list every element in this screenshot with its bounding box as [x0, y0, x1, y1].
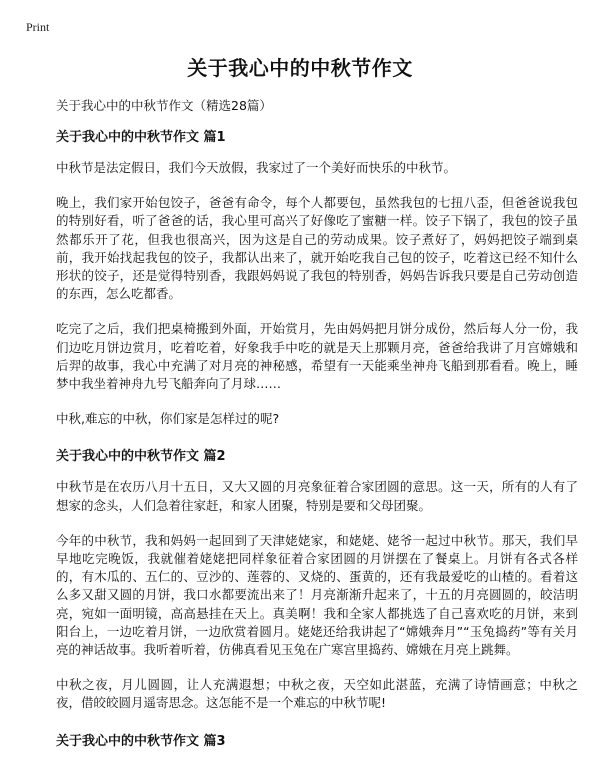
paragraph: 中秋节是法定假日，我们今天放假，我家过了一个美好而快乐的中秋节。	[56, 160, 457, 175]
essay-section-1	[56, 126, 578, 428]
print-link[interactable]: Print	[26, 20, 50, 34]
section-heading: 关于我心中的中秋节作文 篇3	[56, 733, 226, 749]
page-subtitle: 关于我心中的中秋节作文（精选28篇）	[56, 98, 272, 113]
paragraph: 中秋节是在农历八月十五日，又大又圆的月亮象征着合家团圆的意思。这一天，所有的人有了想家的念头，人们急着往家赶，和家人团聚，特别是要和父母团聚。	[56, 479, 578, 513]
section-heading: 关于我心中的中秋节作文 篇2	[56, 449, 226, 465]
paragraph: 中秋之夜，月儿圆圆，让人充满遐想；中秋之夜，天空如此湛蓝，充满了诗情画意；中秋之夜，借皎皎圆月遥寄思念。这怎能不是一个难忘的中秋节呢!	[56, 677, 578, 711]
essay-section-2	[56, 445, 578, 712]
paragraph: 今年的中秋节，我和妈妈一起回到了天津姥姥家，和姥姥、姥爷一起过中秋节。那天，我们早早地吃完晚饭，我就催着姥姥把同样象征着合家团圆的月饼摆在了餐桌上。月饼有各式各样的，有木瓜的、五仁的、豆沙的、莲蓉的、叉烧的、蛋黄的，还有我最爱吃的山楂的。看着这么多又甜又圆的月饼，我口水都要流出来了！月亮渐渐升起来了，十五的月亮圆圆的，皎洁明亮，宛如一面明镜，高高悬挂在天上。真美啊！我和全家人都挑选了自己喜欢吃的月饼，来到阳台上，一边吃着月饼，一边欣赏着圆月。姥姥还给我讲起了“嫦娥奔月”“玉兔捣药”等有关月亮的神话故事。我听着听着，仿佛真看见玉兔在广寒宫里捣药、嫦娥在月亮上跳舞。	[56, 532, 578, 658]
page-title: 关于我心中的中秋节作文	[187, 56, 413, 80]
essay-section-3	[56, 730, 578, 749]
article-content	[56, 118, 578, 763]
paragraph: 中秋,难忘的中秋，你们家是怎样过的呢?	[56, 411, 280, 427]
paragraph: 晚上，我们家开始包饺子，爸爸有命令，每个人都要包，虽然我包的七扭八歪，但爸爸说我包的特别好看，听了爸爸的话，我心里可高兴了好像吃了蜜糖一样。饺子下锅了，我包的饺子虽然都乐开了花，但我也很高兴，因为这是自己的劳动成果。饺子煮好了，妈妈把饺子端到桌前，我开始找起我包的饺子，我都认出来了，就开始吃我自己包的饺子，吃着这已经不知什么形状的饺子，还是觉得特别香，我跟妈妈说了我包的特别香，妈妈告诉我只要是自己劳动创造的东西，怎么吃都香。	[56, 195, 578, 302]
paragraph: 吃完了之后，我们把桌椅搬到外面，开始赏月，先由妈妈把月饼分成份，然后每人分一份，我们边吃月饼边赏月，吃着吃着，好象我手中吃的就是天上那颗月亮，爸爸给我讲了月宫嫦娥和后羿的故事，我心中充满了对月亮的神秘感，希望有一天能乘坐神舟飞船到那看看。晚上，睡梦中我坐着神舟九号飞船奔向了月球……	[56, 321, 578, 392]
section-heading: 关于我心中的中秋节作文 篇1	[56, 130, 226, 145]
